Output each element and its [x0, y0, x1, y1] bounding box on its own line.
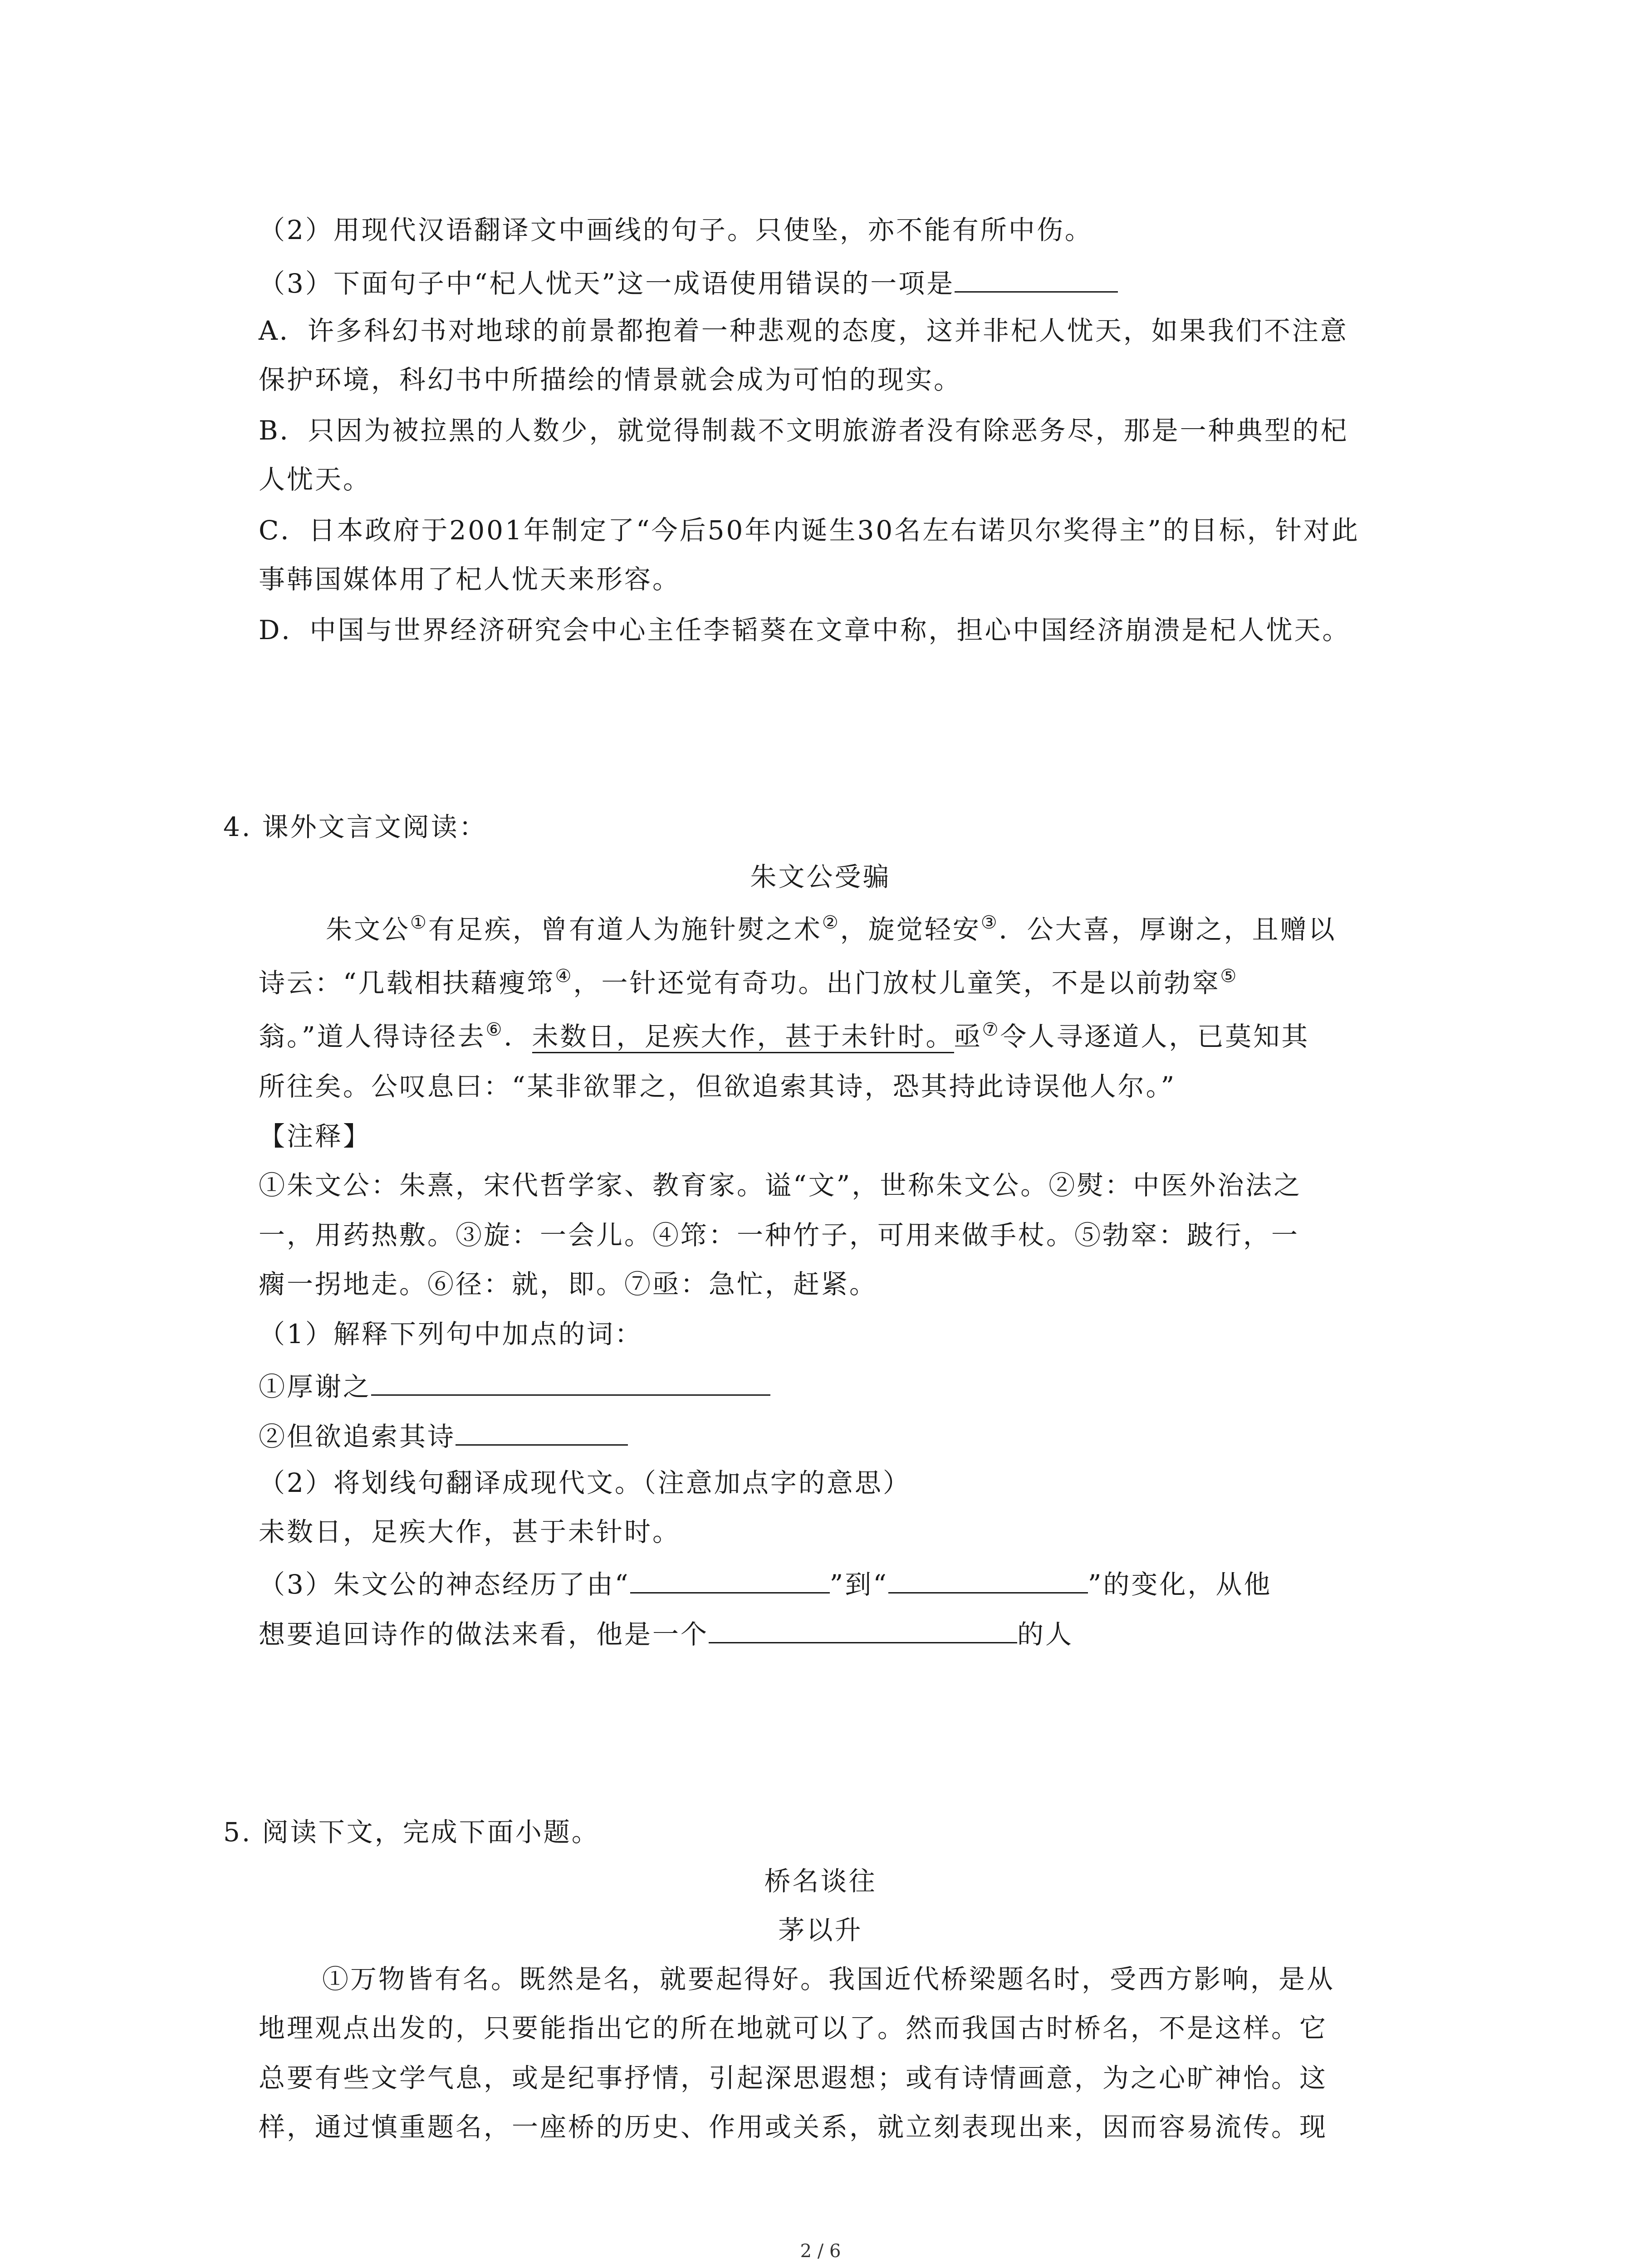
q4-text: 朱文公	[326, 914, 411, 945]
q4-passage-line4: 所往矣。公叹息曰：“某非欲罪之，但欲追索其诗，恐其持此诗误他人尔。”	[259, 1071, 1176, 1102]
q4-sub3-text: ”到“	[829, 1569, 888, 1600]
q4-text: 诗云：“几载相扶藉瘦筇	[259, 968, 555, 998]
q4-sub1b-blank[interactable]	[456, 1421, 628, 1446]
q3-option-b-line1: B．只因为被拉黑的人数少，就觉得制裁不文明旅游者没有除恶务尽，那是一种典型的杞	[259, 415, 1349, 446]
q4-sub3-text: 想要追回诗作的做法来看，他是一个	[259, 1619, 709, 1650]
q4-title: 朱文公受骗	[750, 861, 891, 892]
footnote-mark: ⑤	[1220, 966, 1239, 987]
q4-sub2: （2）将划线句翻译成现代文。（注意加点字的意思）	[259, 1467, 911, 1498]
q3-answer-blank[interactable]	[955, 268, 1118, 293]
q3-option-a-line2: 保护环境，科幻书中所描绘的情景就会成为可怕的现实。	[259, 364, 962, 395]
q4-sub1a-text: ①厚谢之	[259, 1371, 372, 1402]
footnote-mark: ⑥	[485, 1019, 504, 1040]
footnote-mark: ④	[555, 966, 573, 987]
underlined-sentence: 未数日，足疾大作，甚于未针时。	[532, 1021, 954, 1053]
footnote-mark: ③	[980, 912, 999, 933]
q3-sub3	[259, 268, 1118, 297]
q4-heading: 4. 课外文言文阅读：	[223, 811, 487, 842]
q5-heading: 5. 阅读下文，完成下面小题。	[223, 1817, 600, 1848]
q4-sub2-text: 未数日，足疾大作，甚于未针时。	[259, 1516, 681, 1547]
q4-sub3-text: （3）朱文公的神态经历了由“	[259, 1569, 630, 1600]
q4-sub1b	[259, 1421, 628, 1450]
q4-text: 令人寻逐道人，已莫知其	[1000, 1021, 1310, 1052]
q4-text: ，一针还觉有奇功。出门放杖儿童笑，不是以前勃窣	[573, 968, 1220, 998]
q4-sub3-line1	[259, 1569, 1272, 1598]
q4-sub3-blank2[interactable]	[888, 1569, 1088, 1593]
q5-paragraph-line3: 总要有些文学气息，或是纪事抒情，引起深思遐想；或有诗情画意，为之心旷神怡。这	[259, 2063, 1328, 2093]
q3-option-b-line2: 人忧天。	[259, 464, 372, 495]
q4-passage-line2	[259, 966, 1239, 998]
note-line3: 瘸一拐地走。⑥径：就，即。⑦亟：急忙，赶紧。	[259, 1269, 878, 1300]
q4-sub3-blank1[interactable]	[630, 1569, 830, 1593]
q4-sub3-blank3[interactable]	[709, 1618, 1017, 1643]
q4-sub3-text: ”的变化，从他	[1087, 1569, 1272, 1600]
q4-text: ，旋觉轻安	[840, 914, 981, 945]
q3-sub3-text: （3）下面句子中“杞人忧天”这一成语使用错误的一项是	[259, 268, 955, 299]
q4-sub1b-text: ②但欲追索其诗	[259, 1421, 456, 1452]
q5-paragraph-line2: 地理观点出发的，只要能指出它的所在地就可以了。然而我国古时桥名，不是这样。它	[259, 2013, 1328, 2043]
q4-sub1: （1）解释下列句中加点的词：	[259, 1319, 643, 1349]
q5-author: 茅以升	[778, 1915, 863, 1945]
q4-text: 翁。”道人得诗径去	[259, 1021, 486, 1052]
notes-label: 【注释】	[259, 1121, 372, 1152]
q3-sub2: （2）用现代汉语翻译文中画线的句子。只使坠，亦不能有所中伤。	[259, 215, 1093, 245]
q4-sub1a-blank[interactable]	[371, 1371, 770, 1396]
q4-text: ．公大喜，厚谢之，且赠以	[999, 914, 1337, 945]
q4-sub1a	[259, 1371, 770, 1400]
q4-sub3-line2	[259, 1618, 1074, 1650]
q4-sub3-text: 的人	[1017, 1619, 1074, 1650]
q4-text: ．	[504, 1021, 532, 1052]
q4-passage-line1	[326, 912, 1337, 945]
q5-title: 桥名谈往	[764, 1866, 877, 1897]
q3-option-d: D．中国与世界经济研究会中心主任李韬葵在文章中称，担心中国经济崩溃是杞人忧天。	[259, 615, 1351, 645]
q5-paragraph-line4: 样，通过慎重题名，一座桥的历史、作用或关系，就立刻表现出来，因而容易流传。现	[259, 2112, 1328, 2142]
note-line2: 一，用药热敷。③旋：一会儿。④筇：一种竹子，可用来做手杖。⑤勃窣：跛行，一	[259, 1220, 1300, 1251]
q4-text: 有足疾，曾有道人为施针熨之术	[428, 914, 822, 945]
footnote-mark: ②	[822, 912, 840, 933]
page-number: 2 / 6	[800, 2241, 841, 2262]
q5-paragraph-line1: ①万物皆有名。既然是名，就要起得好。我国近代桥梁题名时，受西方影响，是从	[322, 1964, 1335, 1994]
q4-text: 亟	[954, 1021, 982, 1052]
q3-option-c-line2: 事韩国媒体用了杞人忧天来形容。	[259, 564, 681, 595]
note-line1: ①朱文公：朱熹，宋代哲学家、教育家。谥“文”，世称朱文公。②熨：中医外治法之	[259, 1170, 1302, 1201]
q4-passage-line3	[259, 1019, 1310, 1052]
footnote-mark: ①	[410, 912, 428, 933]
q3-option-c-line1: C．日本政府于2001年制定了“今后50年内诞生30名左右诺贝尔奖得主”的目标，针对此	[259, 515, 1360, 546]
q3-option-a-line1: A．许多科幻书对地球的前景都抱着一种悲观的态度，这并非杞人忧天，如果我们不注意	[259, 315, 1348, 346]
footnote-mark: ⑦	[982, 1019, 1000, 1040]
